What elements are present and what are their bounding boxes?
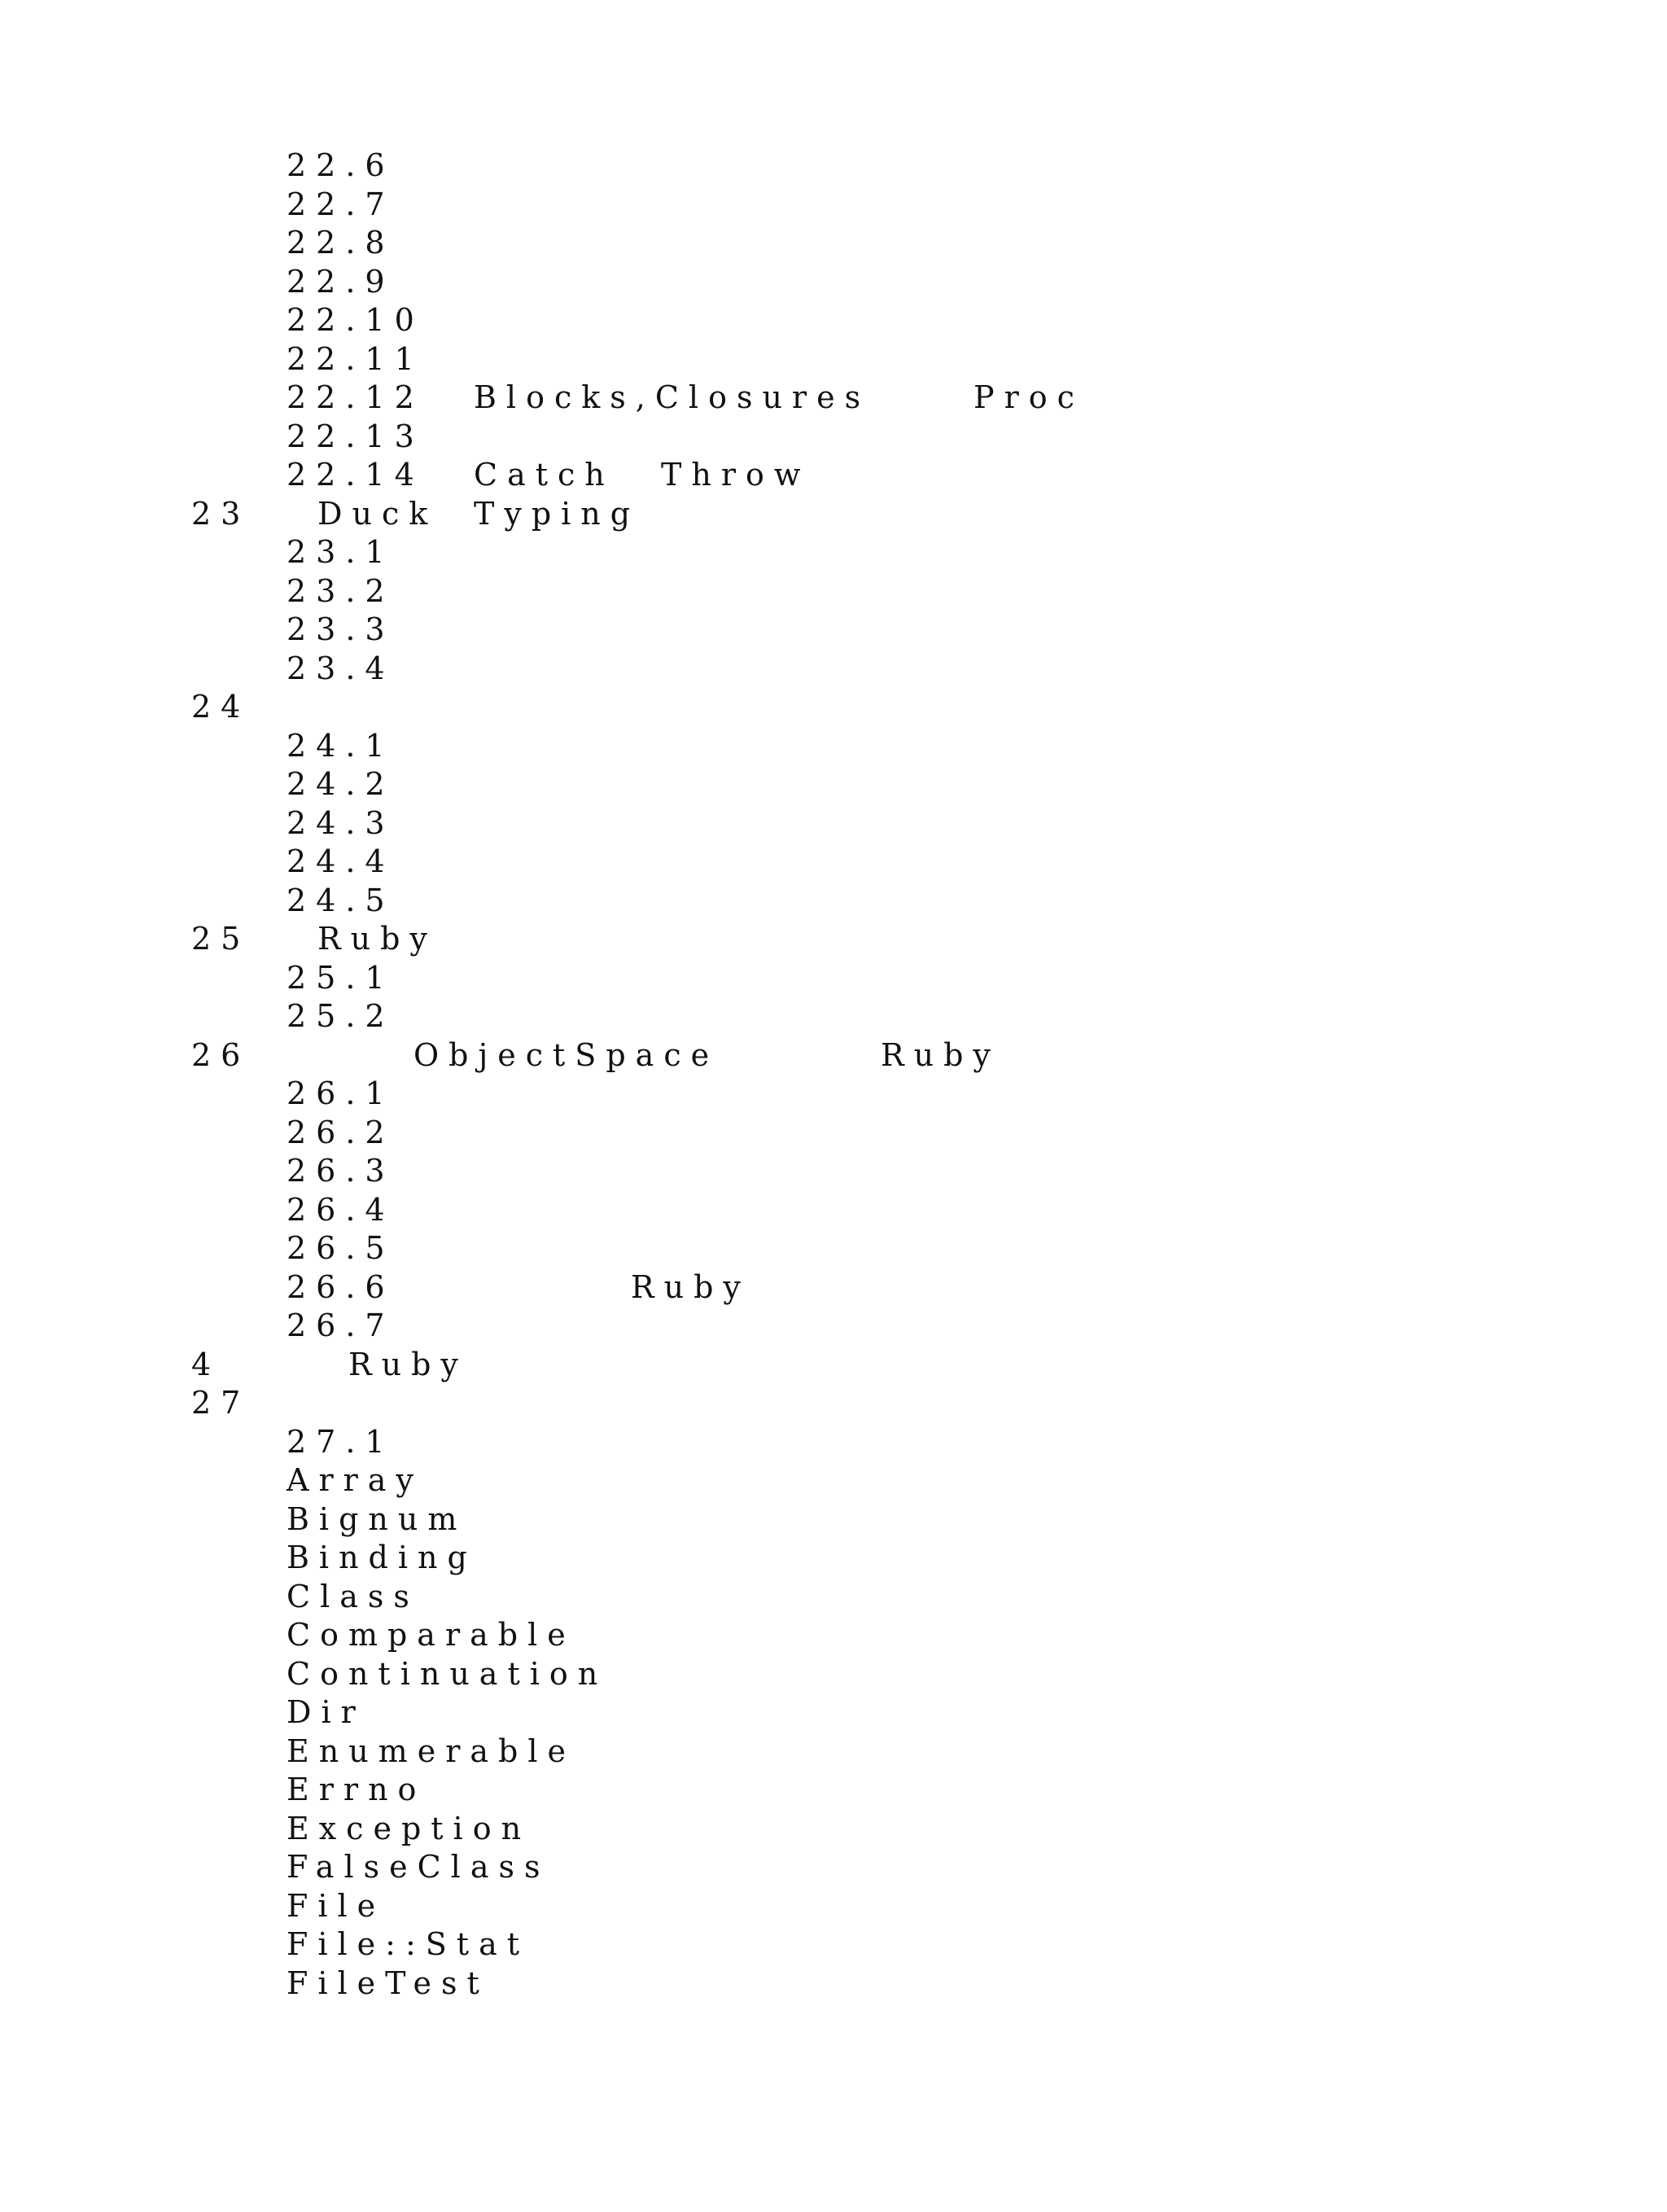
toc-entry-number: 26.2 xyxy=(287,1114,395,1150)
toc-entry-title-part: Proc xyxy=(974,379,1084,415)
toc-entry-title: FalseClass xyxy=(287,1849,550,1885)
toc-entry-title-part: Throw xyxy=(661,457,811,493)
toc-entry xyxy=(0,1036,1667,1075)
toc-entry xyxy=(0,263,1667,302)
toc-entry-number: 26 xyxy=(191,1036,251,1073)
toc-entry-title: Ruby xyxy=(348,1346,468,1382)
toc-entry-title: FileTest xyxy=(287,1965,489,2001)
toc-entry xyxy=(0,1500,1667,1540)
toc-entry-title: Blocks,Closures xyxy=(474,379,871,415)
toc-entry-number: 26.5 xyxy=(287,1230,395,1266)
toc-entry-number: 24.5 xyxy=(287,882,395,918)
toc-entry-title: Ruby xyxy=(631,1268,750,1305)
toc-entry-number: 22.8 xyxy=(287,225,395,261)
toc-entry-number: 23.3 xyxy=(287,611,395,647)
toc-entry-title: Array xyxy=(287,1462,423,1498)
toc-entry xyxy=(0,1307,1667,1346)
toc-entry xyxy=(0,1965,1667,2004)
toc-entry-title: Dir xyxy=(287,1694,365,1730)
toc-entry-title: Continuation xyxy=(287,1655,608,1692)
toc-entry xyxy=(0,186,1667,225)
toc-entry-number: 26.4 xyxy=(287,1191,395,1228)
toc-entry-title: Binding xyxy=(287,1540,477,1575)
toc-entry xyxy=(0,1268,1667,1307)
toc-entry xyxy=(0,495,1667,534)
toc-entry-title: Comparable xyxy=(287,1617,575,1653)
toc-entry xyxy=(0,533,1667,572)
toc-entry-title-part: Ruby xyxy=(881,1036,1000,1073)
toc-entry-number: 25 xyxy=(191,921,251,957)
toc-entry-number: 24.2 xyxy=(287,766,395,802)
toc-entry xyxy=(0,1771,1667,1810)
toc-entry xyxy=(0,1346,1667,1385)
toc-entry-number: 22.7 xyxy=(287,186,395,222)
toc-entry-title: Enumerable xyxy=(287,1732,575,1769)
toc-entry-number: 22.12 xyxy=(287,379,424,415)
toc-entry xyxy=(0,147,1667,186)
toc-entry xyxy=(0,765,1667,804)
toc-entry-number: 4 xyxy=(191,1346,221,1382)
toc-entry-number: 24 xyxy=(191,689,251,725)
toc-entry xyxy=(0,650,1667,689)
toc-entry-number: 25.2 xyxy=(287,998,395,1034)
toc-entry-title-part: Typing xyxy=(474,495,641,532)
toc-entry xyxy=(0,882,1667,921)
toc-entry-number: 27 xyxy=(191,1385,251,1421)
table-of-contents xyxy=(0,147,1667,2003)
toc-entry-title: Catch xyxy=(474,457,615,493)
toc-entry-number: 23.4 xyxy=(287,650,395,686)
toc-entry-number: 27.1 xyxy=(287,1423,395,1460)
toc-entry xyxy=(0,959,1667,998)
toc-entry xyxy=(0,1384,1667,1423)
toc-entry xyxy=(0,1152,1667,1191)
toc-entry xyxy=(0,804,1667,843)
toc-entry-number: 22.11 xyxy=(287,340,424,377)
toc-entry xyxy=(0,920,1667,959)
toc-entry-title: Errno xyxy=(287,1772,427,1807)
toc-entry-number: 22.13 xyxy=(287,418,424,454)
toc-entry xyxy=(0,1925,1667,1965)
toc-entry xyxy=(0,418,1667,457)
toc-entry xyxy=(0,997,1667,1036)
toc-entry-number: 26.6 xyxy=(287,1268,395,1305)
toc-entry xyxy=(0,1655,1667,1694)
toc-entry xyxy=(0,1461,1667,1500)
toc-entry-title: Ruby xyxy=(317,921,437,957)
toc-entry xyxy=(0,1578,1667,1617)
toc-entry xyxy=(0,1229,1667,1268)
toc-entry-title: File::Stat xyxy=(287,1926,529,1962)
toc-entry xyxy=(0,1191,1667,1230)
toc-entry xyxy=(0,1423,1667,1462)
toc-entry-title: Bignum xyxy=(287,1500,467,1537)
toc-entry xyxy=(0,1887,1667,1926)
toc-entry-number: 22.14 xyxy=(287,457,424,493)
toc-entry-number: 26.1 xyxy=(287,1075,395,1111)
toc-entry xyxy=(0,301,1667,340)
toc-entry xyxy=(0,727,1667,766)
toc-entry-number: 26.3 xyxy=(287,1153,395,1189)
toc-entry xyxy=(0,1732,1667,1772)
toc-entry-number: 24.1 xyxy=(287,727,395,764)
toc-entry-title: ObjectSpace xyxy=(413,1036,720,1073)
toc-entry-number: 23.2 xyxy=(287,572,395,609)
toc-entry-number: 22.6 xyxy=(287,147,395,183)
toc-entry-number: 26.7 xyxy=(287,1307,395,1343)
toc-entry-number: 22.9 xyxy=(287,263,395,300)
toc-entry-number: 23 xyxy=(191,495,251,532)
toc-entry xyxy=(0,1810,1667,1849)
toc-entry xyxy=(0,572,1667,611)
toc-entry-title: Class xyxy=(287,1578,419,1614)
toc-entry xyxy=(0,379,1667,418)
toc-entry xyxy=(0,1539,1667,1578)
toc-entry xyxy=(0,456,1667,495)
toc-entry xyxy=(0,1075,1667,1114)
toc-entry xyxy=(0,1114,1667,1153)
toc-entry xyxy=(0,1693,1667,1732)
toc-entry xyxy=(0,224,1667,263)
toc-entry-title: File xyxy=(287,1887,386,1924)
toc-entry xyxy=(0,1848,1667,1887)
toc-entry-number: 24.3 xyxy=(287,804,395,841)
toc-entry xyxy=(0,340,1667,379)
toc-entry-number: 23.1 xyxy=(287,534,395,570)
toc-entry xyxy=(0,1616,1667,1655)
toc-entry xyxy=(0,611,1667,650)
toc-entry-title: Exception xyxy=(287,1810,532,1846)
toc-entry-number: 25.1 xyxy=(287,959,395,996)
toc-entry-number: 24.4 xyxy=(287,843,395,879)
toc-entry xyxy=(0,688,1667,727)
toc-entry-title: Duck xyxy=(317,495,438,532)
toc-entry-number: 22.10 xyxy=(287,302,424,338)
toc-entry xyxy=(0,843,1667,882)
